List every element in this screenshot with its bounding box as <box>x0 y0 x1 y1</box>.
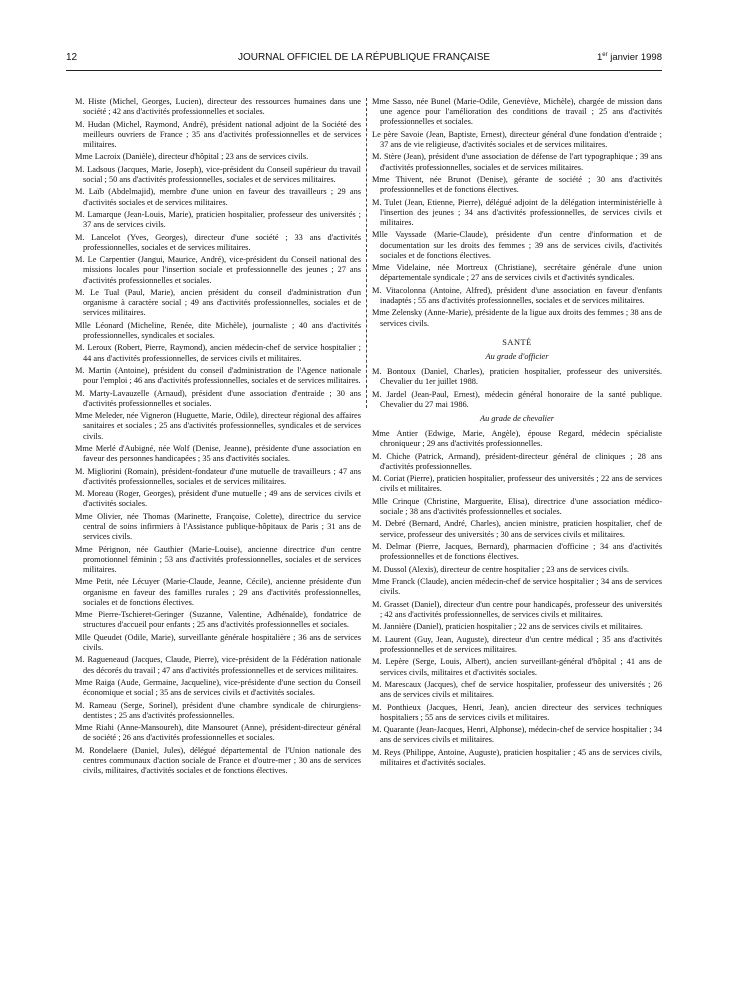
list-item: M. Lepère (Serge, Louis, Albert), ancien surveillant-général d'hôpital ; 41 ans de services civils, militaires et d'activités sociales. <box>372 657 662 677</box>
list-item: M. Dussol (Alexis), directeur de centre hospitalier ; 23 ans de services civils. <box>372 564 629 574</box>
list-item: M. Debré (Bernard, André, Charles), ancien ministre, praticien hospitalier, chef de service, professeur des universités ; 30 ans de services civils et militaires. <box>372 519 662 539</box>
page-number: 12 <box>66 52 78 63</box>
list-item: M. Laïb (Abdelmajid), membre d'une union en faveur des travailleurs ; 29 ans d'activités sociales et de services militaires. <box>75 187 361 207</box>
list-item: M. Grasset (Daniel), directeur d'un centre pour handicapés, professeur des universités ; 42 ans d'activités professionnelles, de services civils et militaires. <box>372 599 662 619</box>
list-item: Mme Sasso, née Bunel (Marie-Odile, Geneviève, Michèle), chargée de mission dans une agence pour l'amélioration des conditions de travail ; 25 ans d'activités professionnelles et sociales. <box>372 97 662 127</box>
list-item: Mme Pérignon, née Gauthier (Marie-Louise), ancienne directrice d'un centre promotionnel féminin ; 53 ans d'activités professionnelles, sociales et de services militaires. <box>75 544 361 574</box>
list-item: Mme Pierre-Tschieret-Geringer (Suzanne, Valentine, Adhénaïde), fondatrice de structures d'accueil pour enfants ; 25 ans d'activités professionnelles et sociales. <box>75 610 361 630</box>
column-divider <box>366 98 367 408</box>
officer-grade-heading: Au grade d'officier <box>485 351 549 361</box>
list-item: M. Marescaux (Jacques), chef de service hospitalier, professeur des universités ; 26 ans de services civils et militaires. <box>372 680 662 700</box>
list-item: Mme Riahi (Anne-Mansoureh), dite Mansouret (Anne), président-directeur général de société ; 26 ans d'activités professionnelles et sociales. <box>75 723 361 743</box>
list-item: Mme Raiga (Aude, Germaine, Jacqueline), vice-présidente d'une section du Conseil économique et social ; 35 ans de services civils et d'activités sociales. <box>75 677 361 698</box>
journal-title: JOURNAL OFFICIEL DE LA RÉPUBLIQUE FRANÇAISE <box>237 52 491 63</box>
list-item: M. Le Tual (Paul, Marie), ancien président du conseil d'administration d'un organisme à caractère social ; 49 ans d'activités professionnelles, sociales et de services militaires. <box>75 288 361 318</box>
section-title: SANTÉ <box>502 337 532 347</box>
list-item: Mme Olivier, née Thomas (Marinette, Françoise, Colette), directrice du service central de soins infirmiers à l'Assistance publique-hôpitaux de Paris ; 31 ans de services civils. <box>75 511 361 542</box>
list-item: M. Jardel (Jean-Paul, Ernest), médecin général honoraire de la santé publique. Chevalier du 27 mai 1986. <box>372 389 662 409</box>
list-item: M. Bontoux (Daniel, Charles), praticien hospitalier, professeur des universités. Chevalier du 1er juillet 1988. <box>372 366 662 387</box>
list-item: M. Laurent (Guy, Jean, Auguste), directeur d'un centre médical ; 35 ans d'activités professionnelles et de services militaires. <box>372 634 662 654</box>
right-column <box>372 97 662 770</box>
list-item: M. Ragueneaud (Jacques, Claude, Pierre), vice-président de la Fédération nationale des décorés du travail ; 47 ans d'activités professionnelles et de services militaires. <box>75 655 361 675</box>
list-item: M. Hudan (Michel, Raymond, André), président national adjoint de la Société des meilleurs ouvriers de France ; 35 ans d'activités professionnelles et de services militaires. <box>75 119 361 149</box>
list-item: M. Lamarque (Jean-Louis, Marie), praticien hospitalier, professeur des universités ; 37 ans de services civils. <box>75 210 361 230</box>
header-rule <box>66 70 662 71</box>
list-item: Mme Petit, née Lécuyer (Marie-Claude, Jeanne, Cécile), ancienne présidente d'un organisme en faveur des familles rurales ; 29 ans d'activités professionnelles, sociales et de fonctions électives. <box>75 577 361 607</box>
list-item: M. Rondelaere (Daniel, Jules), délégué départemental de l'Union nationale des centres communaux d'action sociale de France et d'outre-mer ; 30 ans de services civils, militaires, d'activités sociales et de fonctions électives. <box>75 745 361 776</box>
list-item: Mlle Crinque (Christine, Marguerite, Elisa), directrice d'une association médico-sociale ; 38 ans d'activités professionnelles et sociales. <box>372 496 662 517</box>
issue-date-day: 1 <box>596 52 603 64</box>
issue-date-rest: janvier 1998 <box>607 52 662 64</box>
list-item: M. Ponthieux (Jacques, Henri, Jean), ancien directeur des services techniques hospitaliers ; 55 ans de services civils et militaires. <box>372 702 662 722</box>
list-item: M. Le Carpentier (Jangui, Maurice, André), vice-président du Conseil national des missions locales pour l'insertion sociale et professionnelle des jeunes ; 27 ans d'activités professionnelles et sociales. <box>75 255 361 285</box>
list-item: Mme Videlaine, née Mortreux (Christiane), secrétaire générale d'une union départementale syndicale ; 27 ans de services civils et d'activités syndicales. <box>372 263 662 283</box>
list-item: M. Vitacolonna (Antoine, Alfred), président d'une association en faveur d'enfants inadaptés ; 55 ans d'activités professionnelles, sociales et de services militaires. <box>372 285 662 305</box>
list-item: Mme Lacroix (Danièle), directeur d'hôpital ; 23 ans de services civils. <box>75 152 309 162</box>
list-item: M. Moreau (Roger, Georges), président d'une mutuelle ; 49 ans de services civils et d'activités sociales. <box>75 489 361 509</box>
list-item: M. Quarante (Jean-Jacques, Henri, Alphonse), médecin-chef de service hospitalier ; 34 ans de services civils et militaires. <box>372 725 662 745</box>
list-item: Mlle Queudet (Odile, Marie), surveillante générale hospitalière ; 36 ans de services civils. <box>75 632 361 652</box>
list-item: Mme Thivent, née Brunot (Denise), gérante de société ; 30 ans d'activités professionnelles et de fonctions électives. <box>372 174 662 195</box>
list-item: M. Jannière (Daniel), praticien hospitalier ; 22 ans de services civils et militaires. <box>372 622 643 632</box>
list-item: M. Reys (Philippe, Antoine, Auguste), praticien hospitalier ; 45 ans de services civils, militaires et d'activités sociales. <box>372 747 662 768</box>
list-item: M. Chiche (Patrick, Armand), président-directeur général de cliniques ; 28 ans d'activités professionnelles. <box>372 451 662 471</box>
list-item: M. Rameau (Serge, Sorinel), président d'une chambre syndicale de chirurgiens-dentistes ; 25 ans d'activités professionnelles. <box>75 700 361 720</box>
officer-entries <box>372 367 662 410</box>
list-item: Le père Savoie (Jean, Baptiste, Ernest), directeur général d'une fondation d'entraide ; 37 ans de vie religieuse, d'activités sociales et de services militaires. <box>372 129 662 149</box>
list-item: Mme Merlé d'Aubigné, née Wolf (Denise, Jeanne), présidente d'une association en faveur des personnes handicapées ; 35 ans d'activités sociales. <box>75 444 361 464</box>
list-item: Mlle Vayssade (Marie-Claude), présidente d'un centre d'information et de documentation sur les droits des femmes ; 39 ans de services civils, d'activités sociales et de fonctions électives. <box>372 230 662 260</box>
list-item: Mme Zelensky (Anne-Marie), présidente de la ligue aux droits des femmes ; 38 ans de services civils. <box>372 308 662 328</box>
page-header <box>66 52 662 66</box>
list-item: M. Stère (Jean), président d'une association de défense de l'art typographique ; 39 ans d'activités professionnelles, sociales et de services militaires. <box>372 152 662 172</box>
list-item: Mme Franck (Claude), ancien médecin-chef de service hospitalier ; 34 ans de services civils. <box>372 577 662 597</box>
list-item: M. Lancelot (Yves, Georges), directeur d'une société ; 33 ans d'activités professionnelles, sociales et de services militaires. <box>75 232 361 252</box>
right-column-entries <box>372 97 662 329</box>
list-item: M. Delmar (Pierre, Jacques, Bernard), pharmacien d'officine ; 34 ans d'activités professionnelles et de fonctions électives. <box>372 542 662 562</box>
list-item: M. Histe (Michel, Georges, Lucien), directeur des ressources humaines dans une société ; 42 ans d'activités professionnelles et sociales. <box>75 97 361 117</box>
list-item: Mlle Léonard (Micheline, Renée, dite Michèle), journaliste ; 40 ans d'activités professionnelles, syndicales et sociales. <box>75 320 361 340</box>
list-item: M. Migliorini (Romain), président-fondateur d'une mutuelle de travailleurs ; 47 ans d'activités professionnelles, sociales et de services militaires. <box>75 466 361 486</box>
knight-grade-heading: Au grade de chevalier <box>480 413 554 423</box>
knight-entries <box>372 429 662 768</box>
list-item: Mme Antier (Edwige, Marie, Angèle), épouse Regard, médecin spécialiste chroniqueur ; 29 ans d'activités professionnelles. <box>372 429 662 449</box>
left-column <box>75 97 361 779</box>
issue-date <box>597 52 662 63</box>
issue-date-sup: er <box>602 52 608 58</box>
list-item: M. Marty-Lavauzelle (Arnaud), président d'une association d'entraide ; 30 ans d'activités professionnelles et sociales. <box>75 388 361 408</box>
list-item: Mme Meleder, née Vigneron (Huguette, Marie, Odile), directeur régional des affaires sanitaires et sociales ; 25 ans d'activités professionnelles, syndicales et de services civils. <box>75 411 361 441</box>
list-item: M. Coriat (Pierre), praticien hospitalier, professeur des universités ; 22 ans de services civils et militaires. <box>372 474 662 494</box>
list-item: M. Ladsous (Jacques, Marie, Joseph), vice-président du Conseil supérieur du travail social ; 50 ans d'activités professionnelles, sociales et de services militaires. <box>75 164 361 184</box>
list-item: M. Leroux (Robert, Pierre, Raymond), ancien médecin-chef de service hospitalier ; 44 ans d'activités professionnelles, de services civils et militaires. <box>75 343 361 363</box>
list-item: M. Tulet (Jean, Etienne, Pierre), délégué adjoint de la délégation interministérielle à l'insertion des jeunes ; 34 ans d'activités professionnelles, de services civils et militaires. <box>372 197 662 227</box>
list-item: M. Martin (Antoine), président du conseil d'administration de l'Agence nationale pour l'emploi ; 46 ans d'activités professionnelles, sociales et de services militaires. <box>75 366 361 386</box>
